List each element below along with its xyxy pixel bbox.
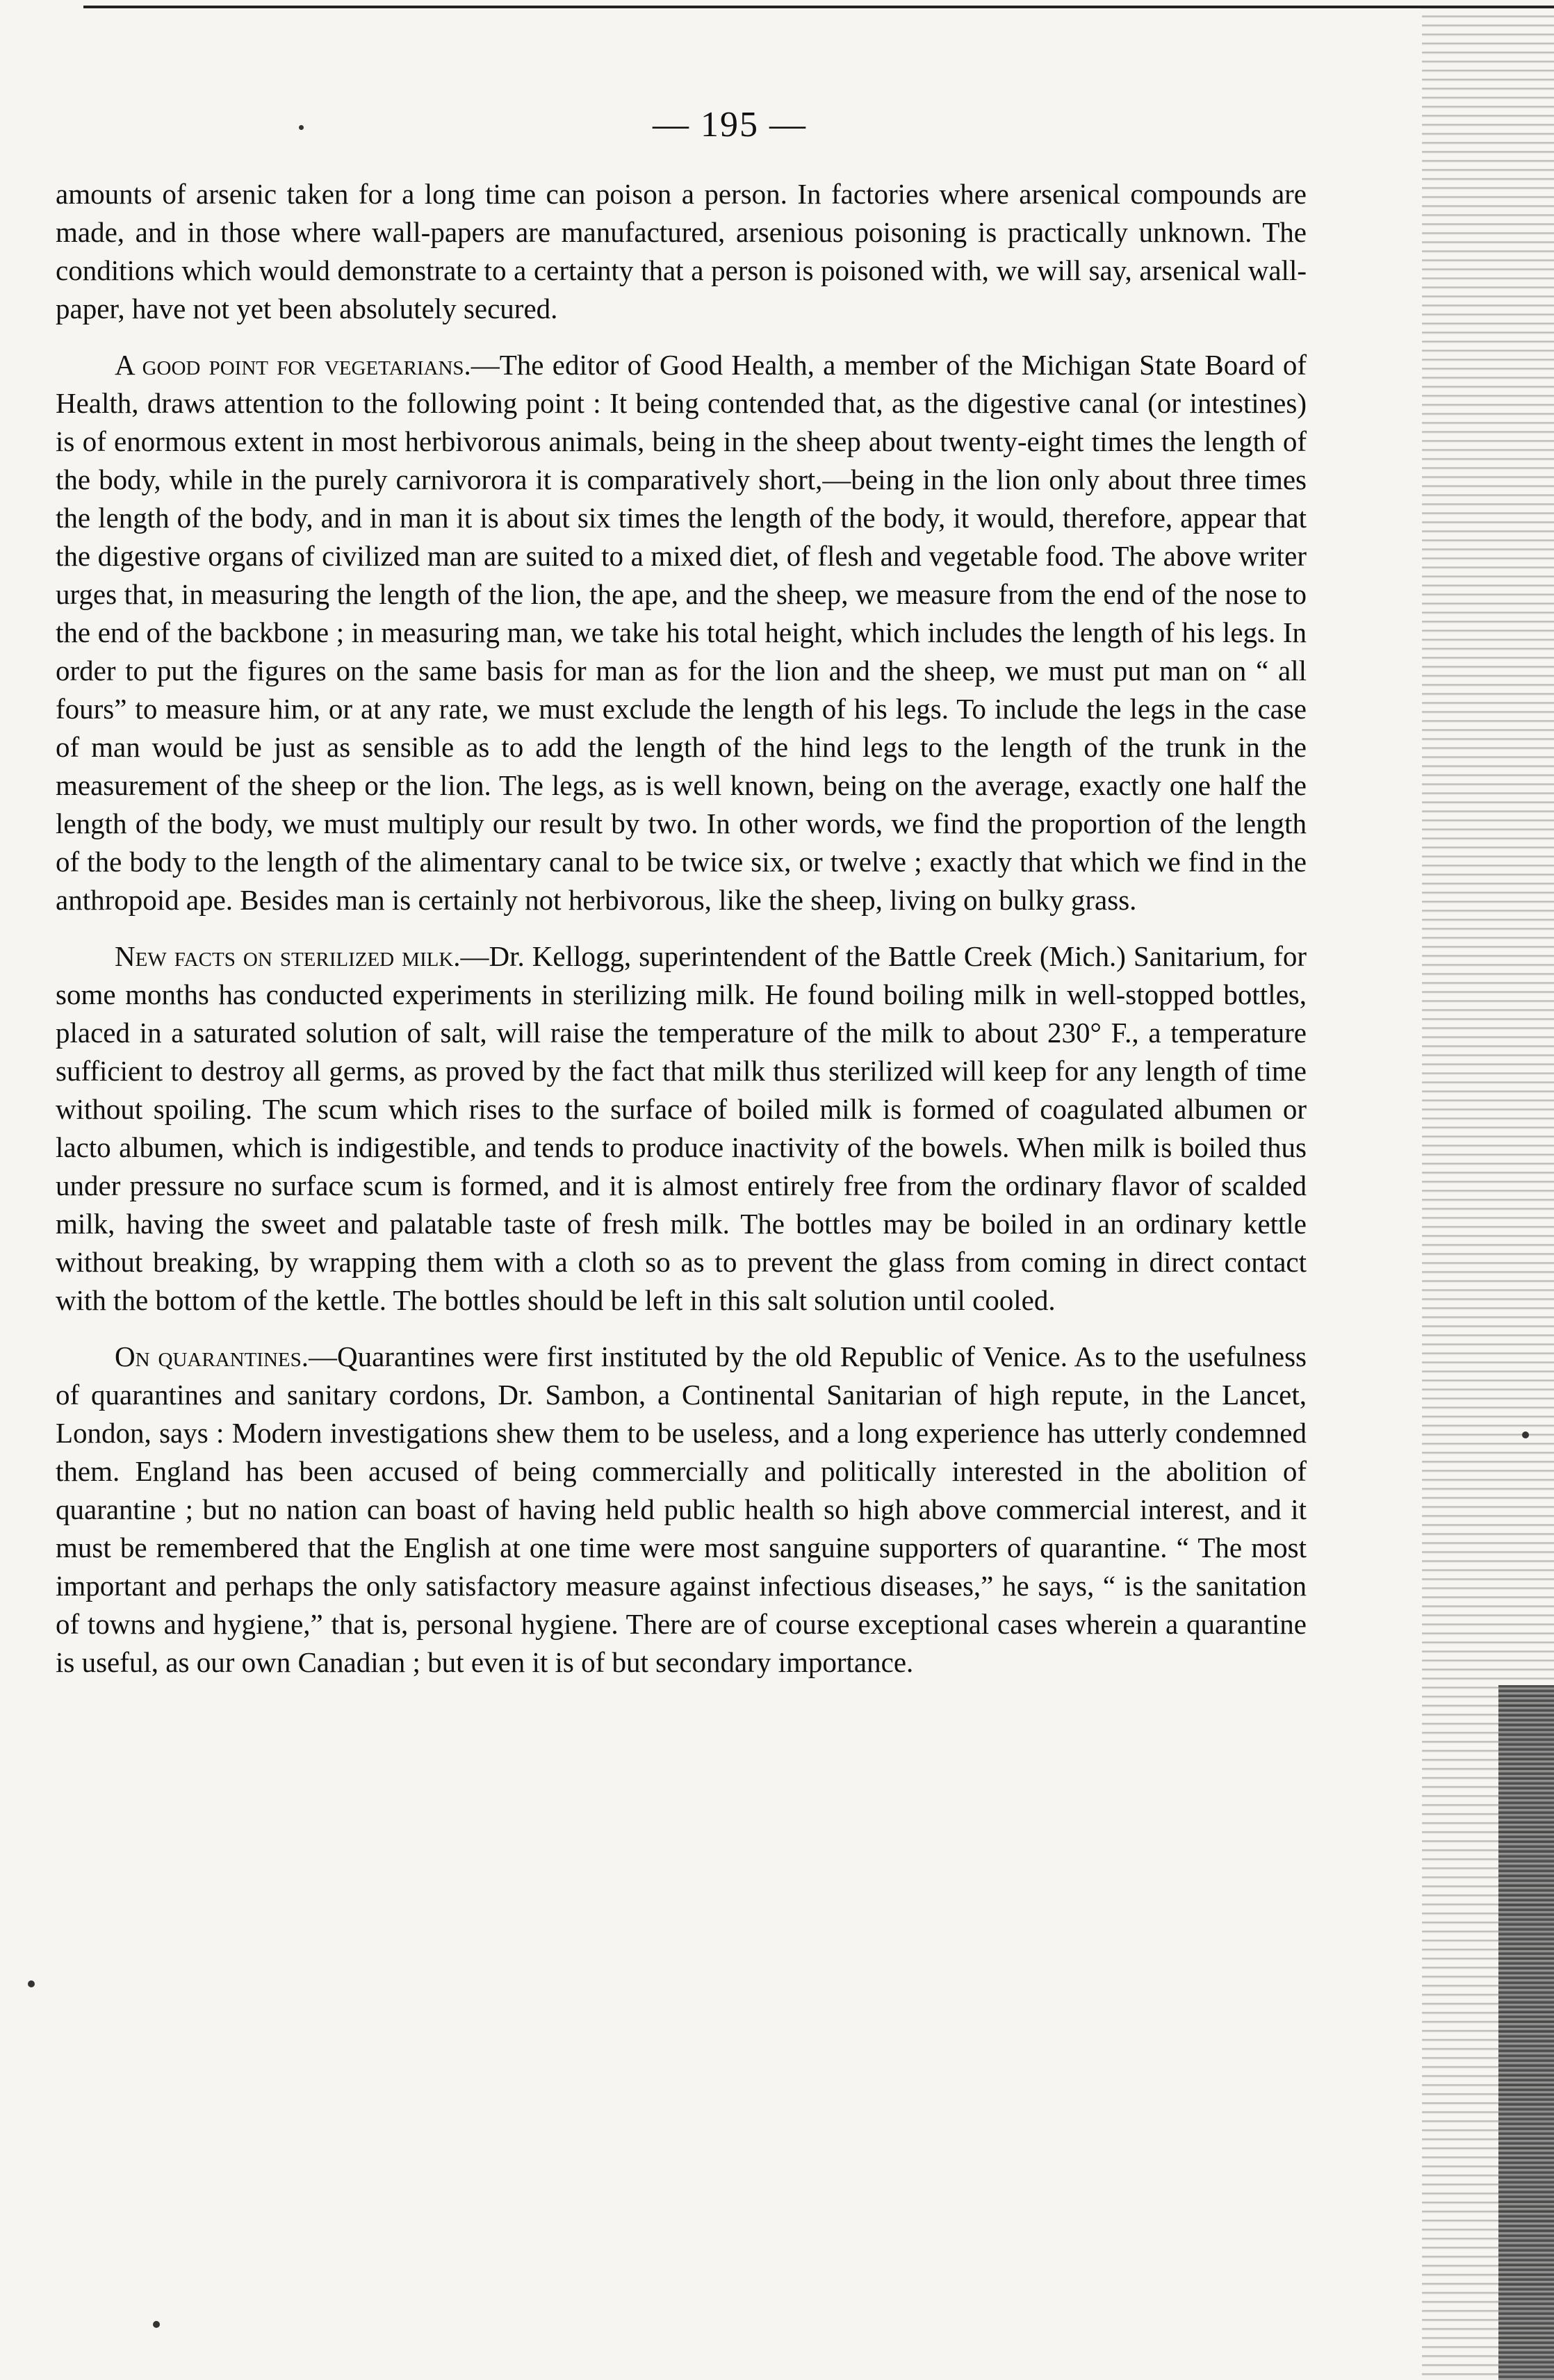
paragraph-body: amounts of arsenic taken for a long time can poison a person. In factories where arsenical compounds are made, and in those where wall-papers are manufactured, arsenious poisoning is practically unknown. The conditions which would demonstrate to a certainty that a person is poisoned with, we will say, arsenical wall-paper, have not yet been absolutely secured. bbox=[56, 178, 1307, 325]
body-text bbox=[56, 175, 1307, 1682]
section-heading: A good point for vegetarians. bbox=[115, 349, 471, 381]
section-heading: On quarantines. bbox=[115, 1340, 309, 1372]
scan-speck bbox=[153, 2321, 160, 2328]
top-border-line bbox=[83, 6, 1554, 8]
scan-edge-dark bbox=[1498, 1685, 1554, 2380]
scan-speck bbox=[1522, 1431, 1529, 1438]
scan-speck bbox=[28, 1980, 35, 1987]
paragraph-vegetarians bbox=[56, 346, 1307, 919]
paragraph-arsenic bbox=[56, 175, 1307, 328]
paragraph-quarantines bbox=[56, 1338, 1307, 1682]
paragraph-body: —The editor of Good Health, a member of the Michigan State Board of Health, draws attention to the following point : It being contended that, as the digestive canal (or intestines) is of enormous extent in most herbivorous animals, being in the sheep about twenty-eight times the length of the body, while in the purely carnivorora it is comparatively short,—being in the lion only about three times the length of the body, and in man it is about six times the length of the body, it would, therefore, appear that the digestive organs of civilized man are suited to a mixed diet, of flesh and vegetable food. The above writer urges that, in measuring the length of the lion, the ape, and the sheep, we measure from the end of the nose to the end of the backbone ; in measuring man, we take his total height, which includes the length of his legs. In order to put the figures on the same basis for man as for the lion and the sheep, we must put man on “ all fours” to measure him, or at any rate, we must exclude the length of his legs. To include the legs in the case of man would be just as sensible as to add the length of the hind legs to the length of the trunk in the measurement of the sheep or the lion. The legs, as is well known, being on the average, exactly one half the length of the body, we must multiply our result by two. In other words, we find the proportion of the length of the body to the length of the alimentary canal to be twice six, or twelve ; exactly that which we find in the anthropoid ape. Besides man is certainly not herbivorous, like the sheep, living on bulky grass. bbox=[56, 349, 1307, 916]
section-heading: New facts on sterilized milk. bbox=[115, 940, 461, 972]
paragraph-sterilized-milk bbox=[56, 937, 1307, 1320]
paragraph-body: —Quarantines were first instituted by the old Republic of Venice. As to the usefulness of quarantines and sanitary cordons, Dr. Sambon, a Continental Sanitarian of high repute, in the Lancet, London, says : Modern investigations shew them to be useless, and a long experience has utterly condemned them. England has been accused of being commercially and politically interested in the abolition of quarantine ; but no nation can boast of having held public health so high above commercial interest, and it must be remembered that the English at one time were most sanguine supporters of quarantine. “ The most important and perhaps the only satisfactory measure against infectious diseases,” he says, “ is the sanitation of towns and hygiene,” that is, personal hygiene. There are of course exceptional cases wherein a quarantine is useful, as our own Canadian ; but even it is of but secondary importance. bbox=[56, 1340, 1307, 1678]
paragraph-body: —Dr. Kellogg, superintendent of the Battle Creek (Mich.) Sanitarium, for some months has conducted experiments in sterilizing milk. He found boiling milk in well-stopped bottles, placed in a saturated solution of salt, will raise the temperature of the milk to about 230° F., a temperature sufficient to destroy all germs, as proved by the fact that milk thus sterilized will keep for any length of time without spoiling. The scum which rises to the surface of boiled milk is formed of coagulated albumen or lacto albumen, which is indigestible, and tends to produce inactivity of the bowels. When milk is boiled thus under pressure no surface scum is formed, and it is almost entirely free from the ordinary flavor of scalded milk, having the sweet and palatable taste of fresh milk. The bottles may be boiled in an ordinary kettle without breaking, by wrapping them with a cloth so as to prevent the glass from coming in direct contact with the bottom of the kettle. The bottles should be left in this salt solution until cooled. bbox=[56, 940, 1307, 1316]
page-number: — 195 — bbox=[653, 105, 807, 145]
scan-speck bbox=[299, 125, 304, 130]
